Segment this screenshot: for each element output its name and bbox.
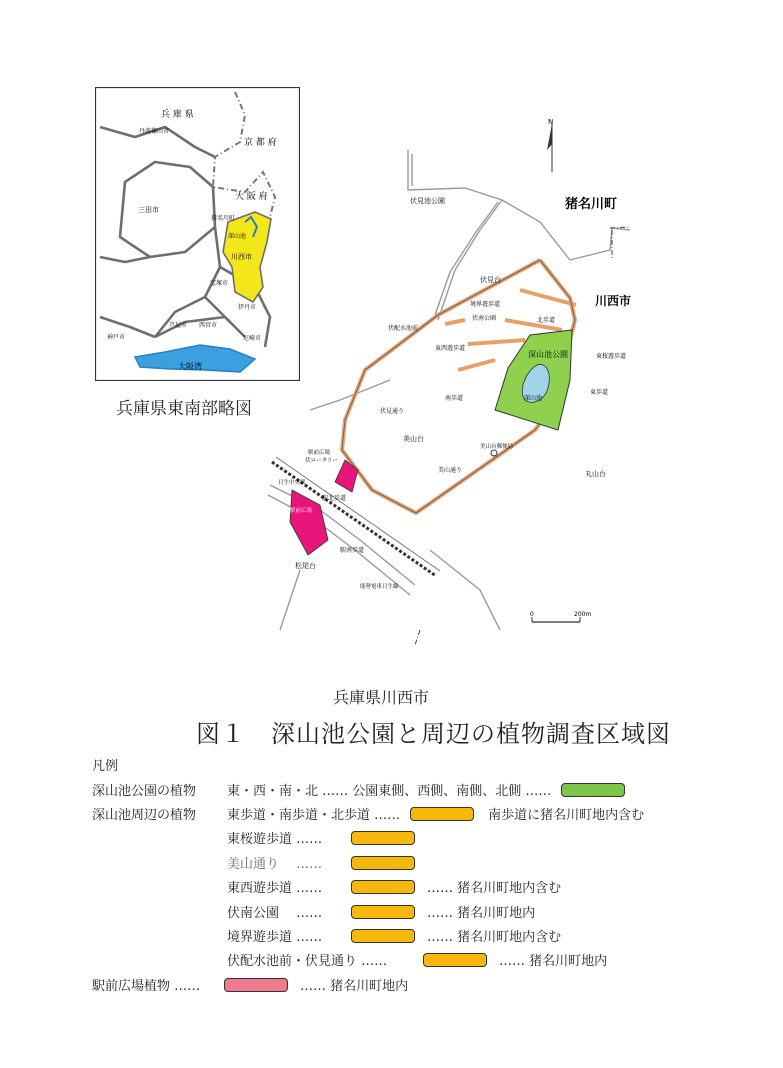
- label-kita: 北歩道: [537, 317, 556, 324]
- label-amagasaki: 尼崎市: [243, 335, 262, 342]
- legend-label: 深山池周辺の植物: [92, 808, 197, 823]
- legend-text: 東桜遊歩道 ……: [227, 832, 323, 847]
- label-takarazuka: 宝塚市: [210, 280, 229, 287]
- north-arrow-icon: [547, 118, 553, 172]
- label-ekiminami: 駅南歩道: [340, 547, 365, 554]
- legend-text: 伏南公園 ……: [227, 906, 323, 921]
- legend-row: [227, 828, 415, 847]
- legend-note: …… 猪名川町地内含む: [427, 881, 562, 896]
- label-inagawa: 猪名川町: [211, 215, 236, 222]
- legend-text: 美山通り ……: [227, 857, 323, 872]
- label-ekimae: 駅前広場: [290, 508, 313, 514]
- label-miyamaike-park: 深山池公園: [528, 350, 568, 359]
- label-higashizakura: 東桜遊歩道: [596, 353, 627, 360]
- legend-swatch-orange: [351, 880, 415, 894]
- label-inagawa-town: 猪名川町: [565, 197, 618, 212]
- legend-text: 東・西・南・北 …… 公園東側、西側、南側、北側 ……: [227, 784, 552, 799]
- label-kawanishi: 川西市: [231, 253, 252, 261]
- legend-note: …… 猪名川町地内含む: [427, 930, 562, 945]
- legend-note: …… 猪名川町地内: [427, 906, 536, 921]
- legend-row: [227, 853, 415, 872]
- legend-row: [227, 950, 607, 969]
- label-kyoto: 京 都 府: [244, 138, 277, 148]
- legend-label: 深山池公園の植物: [92, 784, 197, 799]
- legend-note: …… 猪名川町地内: [300, 979, 409, 994]
- legend-text: 伏配水池前・伏見通り ……: [227, 954, 388, 969]
- label-maruyamadai: 丸山台: [585, 470, 606, 478]
- legend-swatch-orange: [351, 905, 415, 919]
- label-fushimidai: 伏見台: [480, 276, 501, 284]
- city-caption: 兵庫県川西市: [333, 688, 430, 707]
- label-higashi: 東歩道: [590, 389, 609, 396]
- legend-note: 南歩道に猪名川町地内含む: [488, 808, 645, 823]
- label-post-office: 美山台郵便局: [480, 444, 514, 450]
- legend-swatch-orange: [423, 953, 487, 967]
- legend-swatch-orange: [351, 929, 415, 943]
- label-fukusui: 伏配水池前: [388, 325, 419, 332]
- legend-row: [227, 926, 561, 945]
- label-sanda: 三田市: [138, 206, 159, 214]
- legend-swatch-green: [561, 783, 625, 797]
- label-ashiya: 芦屋市: [169, 322, 188, 329]
- scale-bar: [530, 611, 591, 622]
- label-miyamadai: 美山台: [403, 435, 424, 443]
- svg-text:0: 0: [530, 611, 534, 618]
- legend-row: [227, 877, 561, 896]
- label-minami: 南歩道: [445, 395, 464, 402]
- label-fushimi-dori: 伏見通り: [380, 408, 405, 415]
- label-kobe: 神戸市: [107, 334, 126, 341]
- label-tozai: 東西遊歩道: [435, 345, 466, 352]
- label-itami: 伊丹市: [238, 304, 257, 311]
- legend-row: [92, 804, 644, 823]
- label-osaka-bay: 大阪湾: [178, 362, 202, 371]
- label-matsuodai: 松尾台: [295, 562, 316, 570]
- legend-heading: 凡例: [92, 759, 119, 774]
- label-railway: 能勢電車日生線: [360, 584, 399, 590]
- label-rotary: 伏ロータリー: [305, 458, 339, 464]
- legend-row: [227, 902, 535, 921]
- label-funan: 伏南公園: [472, 315, 497, 322]
- label-kawanishi-city: 川西市: [595, 294, 632, 308]
- svg-text:200m: 200m: [574, 611, 592, 618]
- legend-row: [92, 975, 408, 994]
- label-osaka: 大 阪 府: [235, 192, 268, 202]
- label-miyamaike: 深山池: [524, 395, 543, 402]
- legend-text: 東歩道・南歩道・北歩道 ……: [227, 808, 401, 823]
- legend-note: …… 猪名川町地内: [499, 954, 608, 969]
- legend-swatch-pink: [224, 978, 288, 992]
- legend-row: [92, 780, 625, 799]
- legend-text: 境界遊歩道 ……: [227, 930, 323, 945]
- label-miyama-dori: 美山通り: [438, 467, 463, 474]
- label-station: 日生中央駅: [278, 480, 306, 486]
- main-map: [240, 110, 660, 650]
- label-tambasasayama: 丹波篠山市: [139, 128, 170, 135]
- figure-title: 図１ 深山池公園と周辺の植物調査区域図: [196, 720, 671, 748]
- label-hyogo: 兵 庫 県: [161, 110, 194, 120]
- label-nishinomiya: 西宮市: [199, 322, 218, 329]
- legend-swatch-orange: [410, 807, 474, 821]
- label-fushimi-park: 伏見池公園: [410, 197, 445, 205]
- label-miyamaike: 深山池: [228, 233, 247, 240]
- label-kyokai: 境界遊歩道: [470, 301, 501, 308]
- legend-swatch-orange: [351, 856, 415, 870]
- legend-label: 駅前広場植物 ……: [92, 979, 201, 994]
- svg-text:N: N: [548, 118, 554, 126]
- label-ekikita: 駅北歩道: [322, 495, 347, 502]
- label-plaza-rotary: 駅前広場: [308, 450, 331, 456]
- legend-swatch-orange: [351, 831, 415, 845]
- legend-text: 東西遊歩道 ……: [227, 881, 323, 896]
- inset-caption: 兵庫県東南部略図: [116, 399, 252, 419]
